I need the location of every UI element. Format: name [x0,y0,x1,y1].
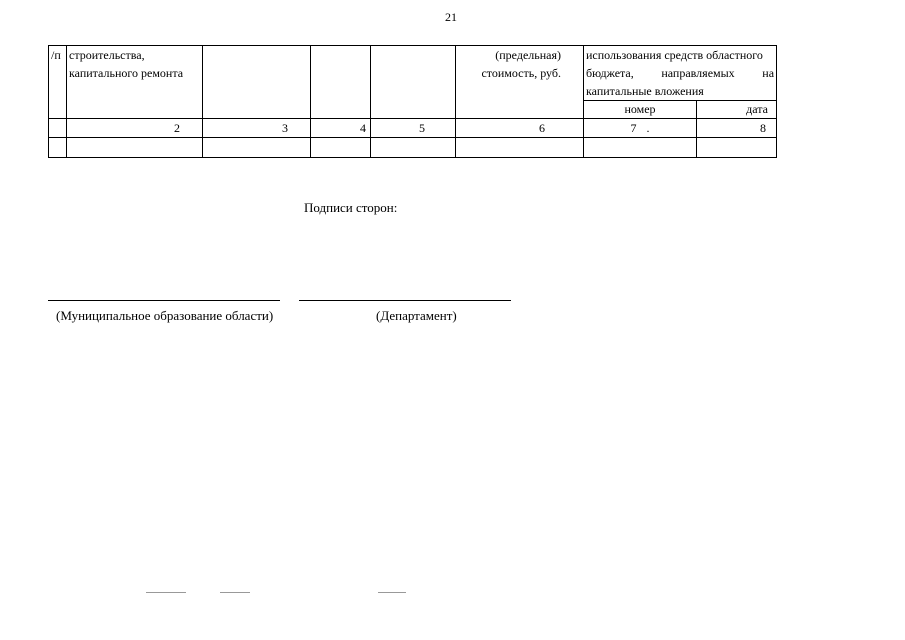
header-cell-col4 [311,46,371,119]
table-cell [67,138,203,158]
table-cell [311,138,371,158]
table-cell [371,138,456,158]
table-cell: 4 [311,119,371,138]
table-cell [584,138,697,158]
header-cell-funding: использования средств областного бюджета, направляемых на капитальные вложения [584,46,777,101]
table-row [49,138,777,158]
signature-line-left [48,300,280,301]
table-cell: 8 [697,119,777,138]
header-cell-cost: (предельная) стоимость, руб. [456,46,584,119]
table-cell [49,138,67,158]
table-header-row [49,46,777,101]
subheader-number: номер [584,101,697,119]
signature-caption-left: (Муниципальное образование области) [56,308,274,323]
signature-line-right [299,300,511,301]
table-cell: 6 [456,119,584,138]
data-table [48,45,777,158]
subheader-date: дата [697,101,777,119]
header-cell-col5 [371,46,456,119]
table-cell: 3 [203,119,311,138]
page-number: 21 [445,10,457,24]
scan-artifact [220,592,250,593]
header-cell-number: /п [49,46,67,119]
header-cell-object: строительства, капитального ремонта [67,46,203,119]
scan-artifact [378,592,406,593]
table-cell [203,138,311,158]
table-cell: 5 [371,119,456,138]
table-numbering-row [49,119,777,138]
table-cell [456,138,584,158]
scan-artifact [146,592,186,593]
header-cell-col3 [203,46,311,119]
table-cell: 2 [67,119,203,138]
table-cell: 7 . [584,119,697,138]
signature-caption-right: (Департамент) [376,308,457,323]
table-cell [49,119,67,138]
table-cell [697,138,777,158]
signatures-title: Подписи сторон: [304,200,398,215]
